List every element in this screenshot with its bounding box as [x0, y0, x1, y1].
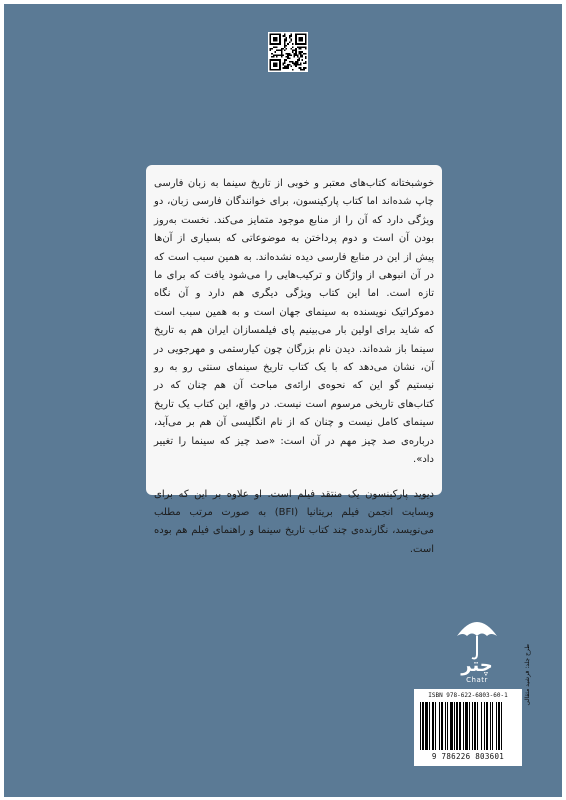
isbn-barcode: [414, 689, 522, 766]
back-cover: [4, 4, 562, 797]
barcode-icon: [420, 702, 516, 752]
cover-design-credit: طرح جلد: فرشید مثقالی: [524, 644, 531, 706]
author-bio-paragraph: دیوید پارکینسون یک منتقد فیلم است. او علاوه بر این که برای وبسایت انجمن فیلم بریتانیا (BFI) به صورت مرتب مطلب می‌نویسد، نگارنده‌ی چند کتاب تاریخ سینما و راهنمای فیلم هم بوده است.: [154, 488, 435, 555]
isbn-label: ISBN 978-622-6803-60-1: [428, 692, 508, 699]
blurb-card: [146, 165, 442, 555]
qr-code-icon: [268, 32, 308, 72]
publisher-name-latin: Chatr: [466, 676, 488, 684]
blurb-paragraph-1: خوشبختانه کتاب‌های معتبر و خوبی از تاریخ سینما به زبان فارسی چاپ شده‌اند اما کتاب پارکینسون، برای خوانندگان فارسی زبان، دو ویژگی دارد که آن را از منابع موجود متمایز می‌کند. نخست به‌روز بودن آن است و دوم پرداختن به موضوعاتی که بسیاری از آن‌ها پیش از این در منابع فارسی دیده نشده‌اند. به همین سبب است که در آن انبوهی از واژگان و ترکیب‌هایی را می‌شود یافت که برای ما تازه است. اما این کتاب ویژگی دیگری هم دارد و آن نگاه دموکراتیک نویسنده به سینمای جهان است و به همین سبب است که شاید برای اولین بار می‌بینیم پای فیلمسازان ایران هم به تاریخ سینما باز شده‌اند. دیدن نام بزرگان چون کیارستمی و مهرجویی در آن، نشان می‌دهد که با یک کتاب تاریخ سینمای سنتی رو به رو نیستیم گو این که نحوه‌ی ارائه‌ی مباحث آن هم چنان که در کتاب‌های تاریخی مرسوم است نیست. در واقع، این کتاب یک تاریخ سینمای کامل نیست و چنان که از نام انگلیسی آن هم بر می‌آید، درباره‌ی صد چیز مهم در آن است: «صد چیز که سینما را تغییر داد».: [154, 178, 434, 466]
publisher-name: چتر: [461, 655, 493, 676]
barcode-digits: 9 786226 803601: [431, 752, 505, 761]
